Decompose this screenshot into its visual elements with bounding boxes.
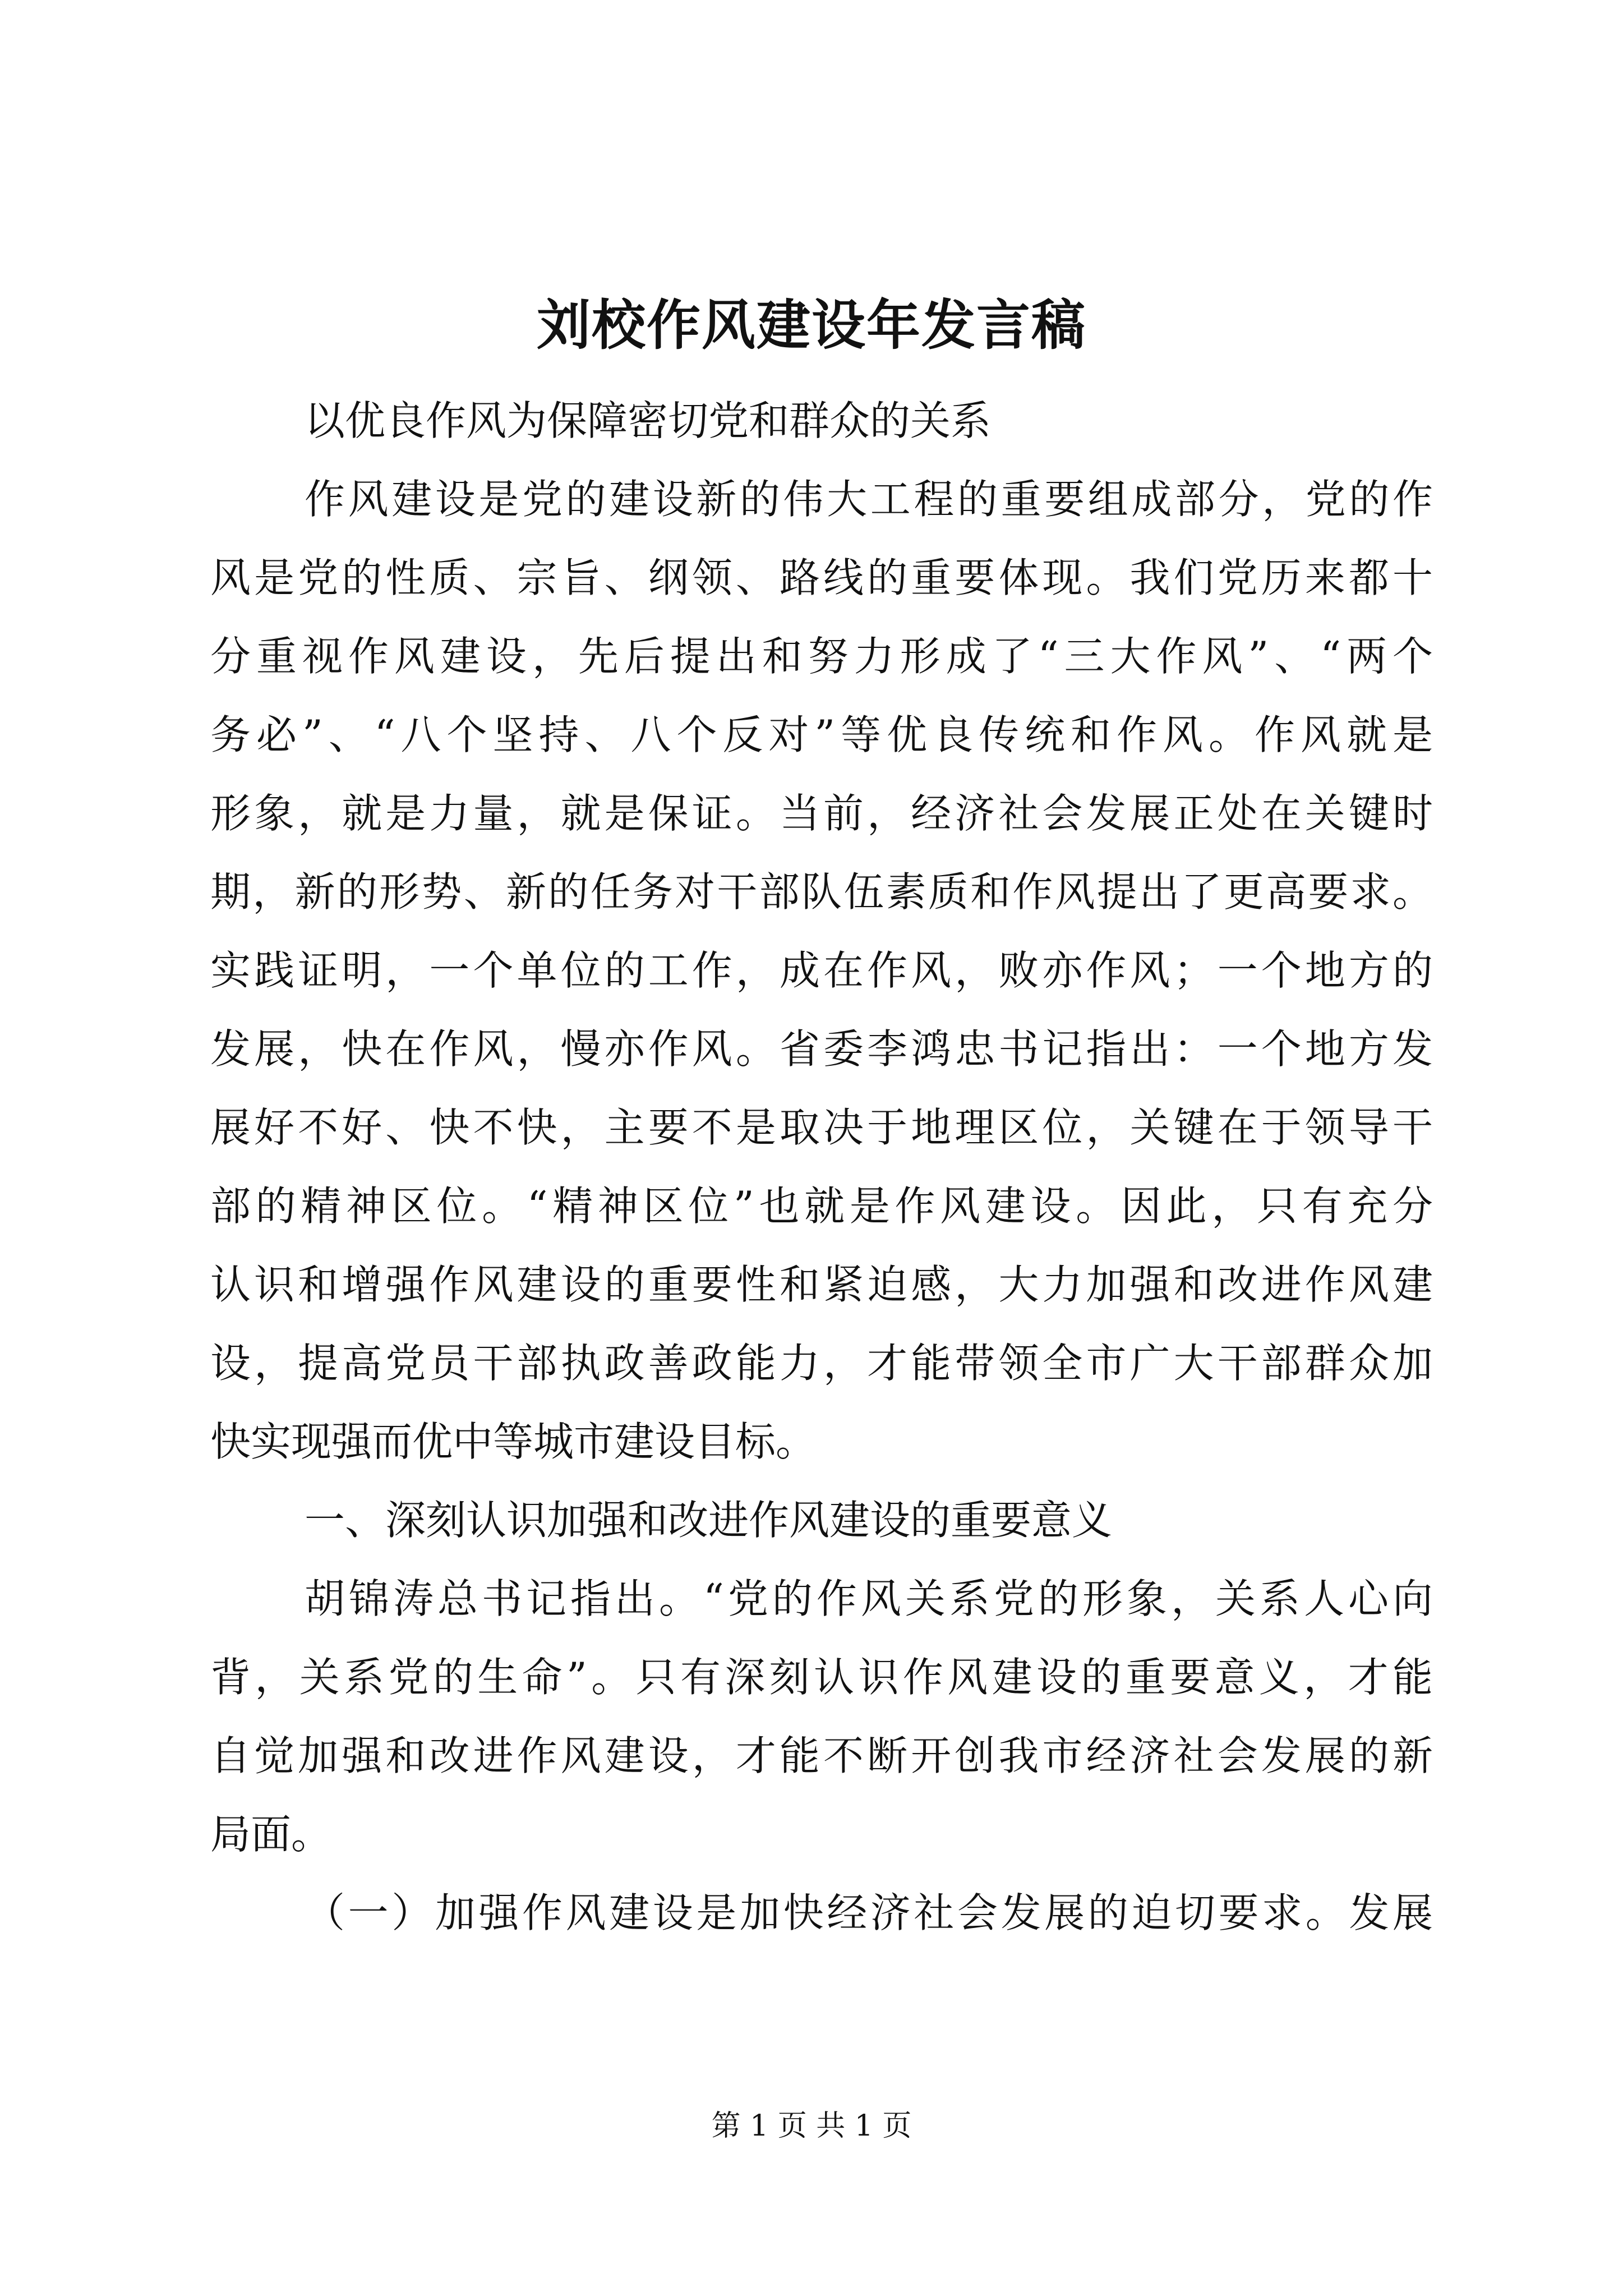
body-line: 胡锦涛总书记指出。“党的作风关系党的形象，关系人心向 [305,1575,1433,1622]
document-body [210,381,1433,1952]
body-line: 形象，就是力量，就是保证。当前，经济社会发展正处在关键时 [210,790,1433,837]
body-line: 一、深刻认识加强和改进作风建设的重要意义 [305,1497,1113,1544]
body-line: 背，关系党的生命”。只有深刻认识作风建设的重要意义，才能 [210,1654,1433,1701]
body-line: 设，提高党员干部执政善政能力，才能带领全市广大干部群众加 [210,1340,1433,1387]
document-title: 刘校作风建设年发言稿 [537,293,1086,357]
body-line: 快实现强而优中等城市建设目标。 [210,1418,817,1465]
body-line: 部的精神区位。“精神区位”也就是作风建设。因此，只有充分 [210,1182,1433,1230]
body-line: 以优良作风为保障密切党和群众的关系 [305,397,992,444]
body-line: 认识和增强作风建设的重要性和紧迫感，大力加强和改进作风建 [210,1261,1433,1308]
body-line: 发展，快在作风，慢亦作风。省委李鸿忠书记指出：一个地方发 [210,1025,1433,1073]
page-footer: 第 1 页 共 1 页 [711,2109,912,2143]
body-line: 分重视作风建设，先后提出和努力形成了“三大作风”、“两个 [210,633,1433,680]
body-line: 务必”、“八个坚持、八个反对”等优良传统和作风。作风就是 [210,711,1433,758]
body-line: 自觉加强和改进作风建设，才能不断开创我市经济社会发展的新 [210,1732,1433,1779]
body-line: 展好不好、快不快，主要不是取决于地理区位，关键在于领导干 [210,1104,1433,1151]
body-line: 期，新的形势、新的任务对干部队伍素质和作风提出了更高要求。 [210,868,1433,915]
body-line: 实践证明，一个单位的工作，成在作风，败亦作风；一个地方的 [210,947,1433,994]
body-line: 风是党的性质、宗旨、纲领、路线的重要体现。我们党历来都十 [210,554,1433,601]
body-line: 局面。 [210,1811,332,1858]
body-line: （一）加强作风建设是加快经济社会发展的迫切要求。发展 [305,1889,1433,1936]
body-line: 作风建设是党的建设新的伟大工程的重要组成部分，党的作 [305,476,1433,523]
